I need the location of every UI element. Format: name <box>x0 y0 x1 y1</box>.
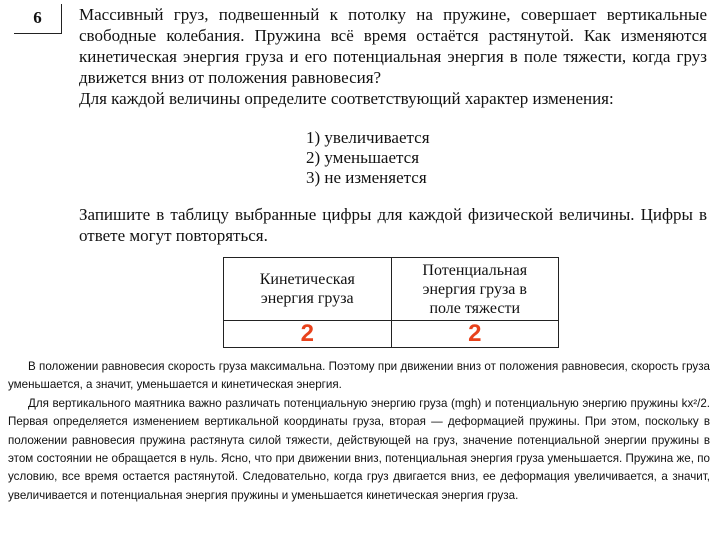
task-paragraph: Для каждой величины определите соответствующий характер изменения: <box>79 89 614 108</box>
answer-kinetic-energy: 2 <box>224 321 392 348</box>
solution-paragraph: В положении равновесия скорость груза максимальна. Поэтому при движении вниз от положения равновесия, скорость груза уменьшается, а значит, уменьшается и кинетическая энергия. <box>8 360 710 392</box>
answer-table <box>223 257 559 348</box>
option-item: 3) не изменяется <box>306 168 427 187</box>
header-potential-energy: Потенциальная энергия груза в поле тяжести <box>391 258 559 321</box>
solution-text <box>8 358 710 505</box>
answer-options <box>306 128 430 188</box>
answer-table-values-row <box>224 321 559 348</box>
answer-potential-energy: 2 <box>391 321 559 348</box>
option-item: 2) уменьшается <box>306 148 420 167</box>
header-kinetic-energy: Кинетическая энергия груза <box>224 258 392 321</box>
task-paragraph: Массивный груз, подвешенный к потолку на пружине, совершает вертикальные свободные колебания. Пружина всё время остаётся растянутой. Как изменяются кинетическая энергия груза и его потенциальная энергия в поле тяжести, когда груз движется вниз от положения равновесия? <box>79 5 707 87</box>
task-number: 6 <box>14 4 62 34</box>
solution-paragraph: Для вертикального маятника важно различать потенциальную энергию груза (mgh) и потенциальную энергию пружины kx²/2. Первая определяется изменением вертикальной координаты груза, вторая — деформацией пружины. При этом, поскольку в положении равновесия пружина растянута силой тяжести, действующей на груз, значение потенциальной энергии пружины в этом состоянии не обращается в нуль. Ясно, что при движении вниз, потенциальная энергия груза уменьшается. Пружина же, по условию, все время остается растянутой. Следовательно, когда груз двигается вниз, ее деформация увеличивается, а значит, увеличивается и потенциальная энергия пружины и уменьшается кинетическая энергия груза. <box>8 396 710 502</box>
task-instruction: Запишите в таблицу выбранные цифры для каждой физической величины. Цифры в ответе могут повторяться. <box>79 205 707 245</box>
answer-table-header-row <box>224 258 559 321</box>
task-statement <box>79 4 707 109</box>
option-item: 1) увеличивается <box>306 128 430 147</box>
